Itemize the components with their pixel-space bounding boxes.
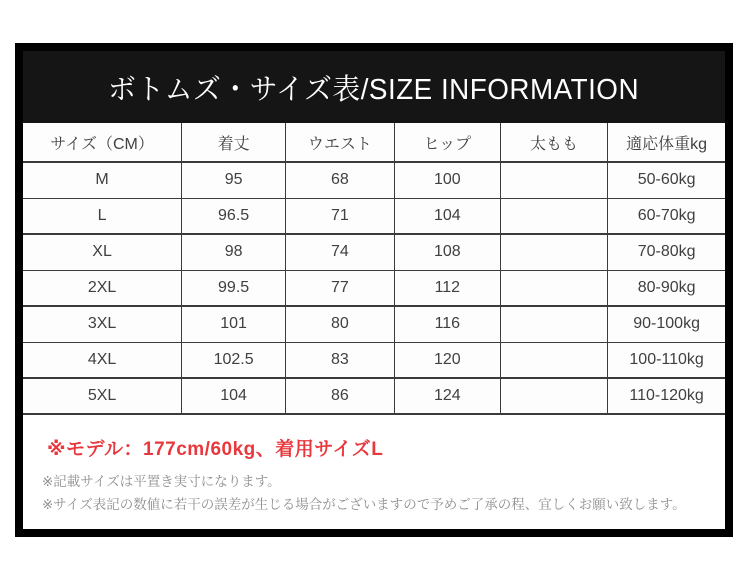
table-row [23,234,725,270]
table-cell: L [23,198,182,234]
table-cell: 116 [394,306,500,342]
column-header-weight: 適応体重kg [608,123,725,162]
table-cell: 120 [394,342,500,378]
table-cell [500,342,607,378]
notes-section [23,415,725,516]
model-note: ※モデル：177cm/60kg、着用サイズL [47,439,384,460]
table-row [23,306,725,342]
table-row [23,378,725,414]
table-cell: 68 [286,162,395,198]
table-cell: 50-60kg [608,162,725,198]
table-cell: 108 [394,234,500,270]
table-cell: 102.5 [182,342,286,378]
column-header-size: サイズ（CM） [23,123,182,162]
note-size-tolerance: ※サイズ表記の数値に若干の誤差が生じる場合がございますので予めご了承の程、宜しくお願い致します。 [42,497,686,512]
table-row [23,270,725,306]
table-cell: XL [23,234,182,270]
table-row [23,342,725,378]
panel-header [23,51,725,123]
table-cell: 74 [286,234,395,270]
table-cell: 124 [394,378,500,414]
table-cell: 2XL [23,270,182,306]
table-cell: 104 [182,378,286,414]
table-cell: 110-120kg [608,378,725,414]
table-cell: 71 [286,198,395,234]
table-cell: 80-90kg [608,270,725,306]
table-cell: 3XL [23,306,182,342]
table-row [23,162,725,198]
table-row [23,198,725,234]
table-cell [500,270,607,306]
table-cell: 83 [286,342,395,378]
table-header-row [23,123,725,162]
table-cell [500,198,607,234]
note-flat-measurement: ※記載サイズは平置き実寸になります。 [42,474,281,489]
table-cell: 80 [286,306,395,342]
page-title: ボトムズ・サイズ表/SIZE INFORMATION [108,73,640,106]
table-cell: 86 [286,378,395,414]
table-cell: 104 [394,198,500,234]
table-cell: 77 [286,270,395,306]
table-cell: 100 [394,162,500,198]
table-cell: 5XL [23,378,182,414]
table-cell: 90-100kg [608,306,725,342]
table-cell: 98 [182,234,286,270]
size-table [23,123,725,415]
table-cell: 100-110kg [608,342,725,378]
table-cell: 101 [182,306,286,342]
table-cell: 112 [394,270,500,306]
table-cell: 99.5 [182,270,286,306]
table-cell: M [23,162,182,198]
table-cell: 60-70kg [608,198,725,234]
table-cell [500,162,607,198]
table-cell: 4XL [23,342,182,378]
column-header-waist: ウエスト [286,123,395,162]
table-cell: 70-80kg [608,234,725,270]
table-cell [500,234,607,270]
table-cell: 95 [182,162,286,198]
column-header-length: 着丈 [182,123,286,162]
table-cell [500,378,607,414]
size-info-panel [15,43,733,537]
column-header-thigh: 太もも [500,123,607,162]
column-header-hip: ヒップ [394,123,500,162]
table-cell [500,306,607,342]
table-cell: 96.5 [182,198,286,234]
